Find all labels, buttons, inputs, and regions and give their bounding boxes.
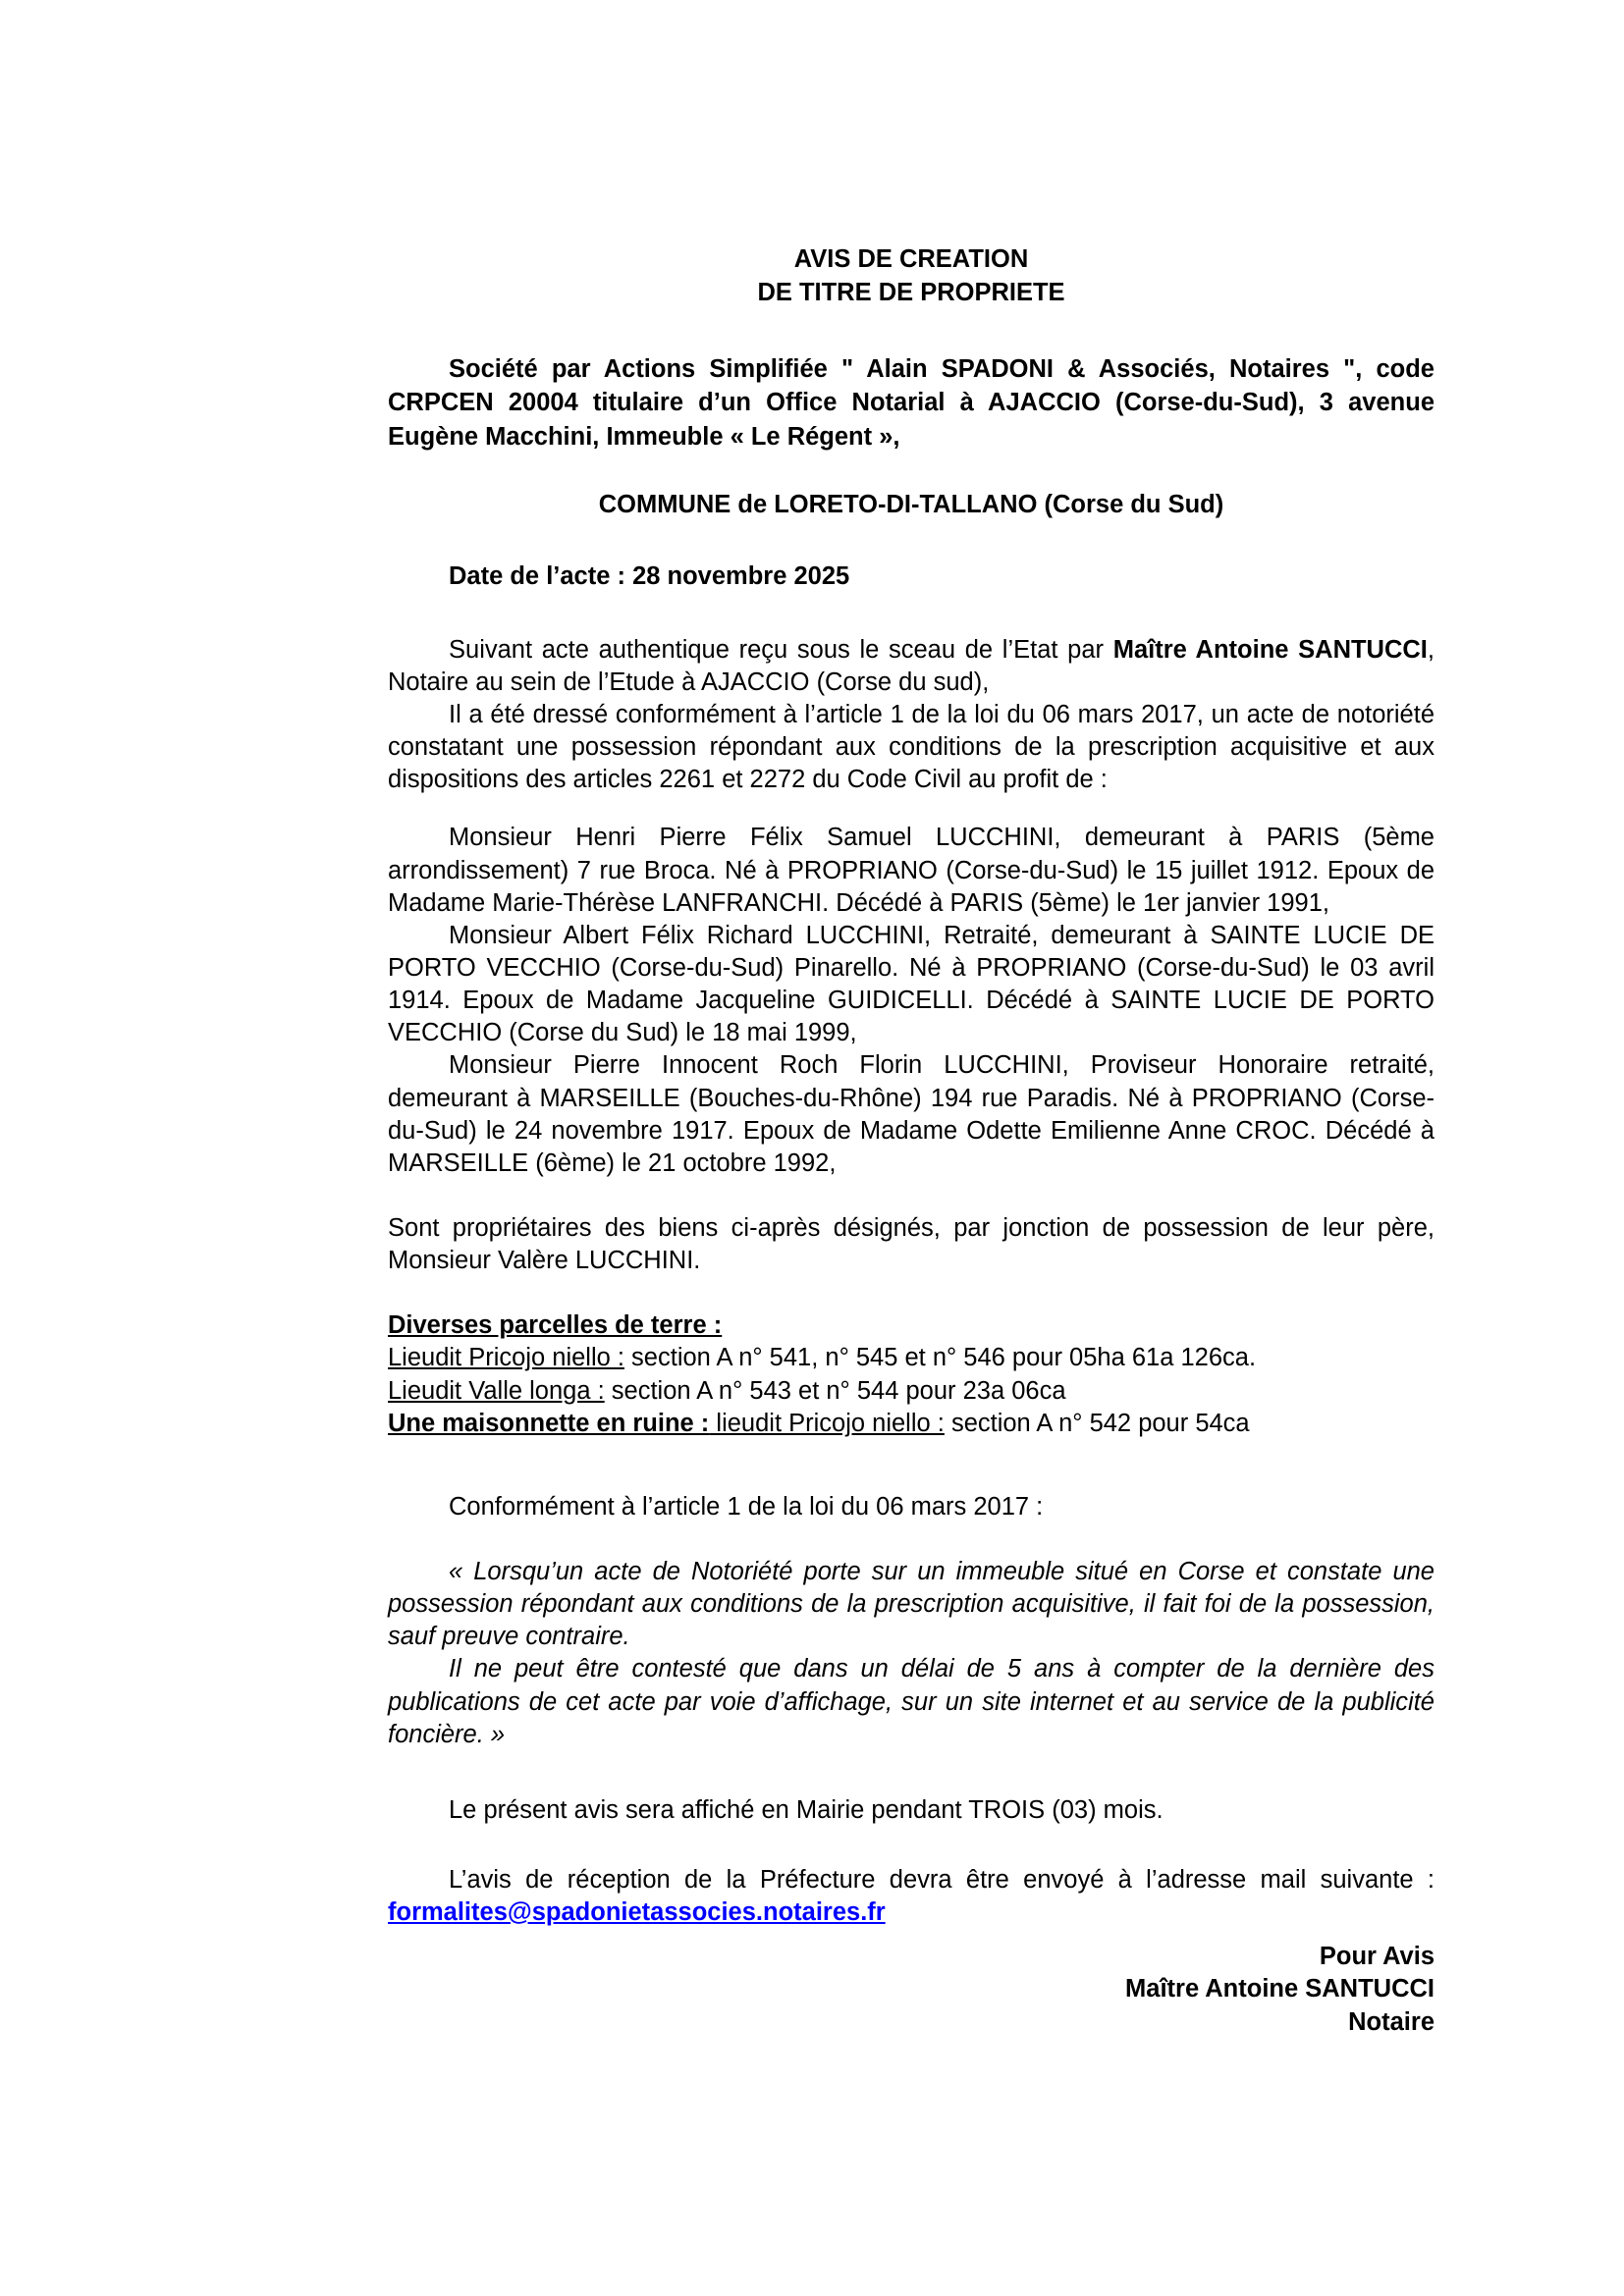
conformement-line: Conformément à l’article 1 de la loi du 06 mars 2017 :	[449, 1492, 1044, 1521]
quote-paragraph-1: « Lorsqu’un acte de Notoriété porte sur un immeuble situé en Corse et constate une possession répondant aux conditions de la prescription acquisitive, il fait foi de la possession, sauf preuve contraire.	[388, 1558, 1435, 1651]
spacer	[388, 796, 1435, 822]
spacer	[388, 1523, 1435, 1556]
parcel-row	[388, 1375, 1435, 1408]
parcels-heading	[388, 1309, 1435, 1342]
spacer	[388, 1180, 1435, 1212]
signature-line-2: Maître Antoine SANTUCCI	[1125, 1975, 1435, 2003]
spacer	[388, 1751, 1435, 1794]
parcel-lieudit-2: Lieudit Valle longa :	[388, 1376, 605, 1405]
parcel-lieudit-1: Lieudit Pricojo niello :	[388, 1344, 624, 1372]
spacer	[388, 309, 1435, 352]
parcel-row	[388, 1342, 1435, 1374]
proprietaires-paragraph: Sont propriétaires des biens ci-après désignés, par jonction de possession de leur père, Monsieur Valère LUCCHINI.	[388, 1214, 1435, 1275]
spacer	[388, 1277, 1435, 1309]
affichage-line: Le présent avis sera affiché en Mairie pendant TROIS (03) mois.	[449, 1795, 1164, 1824]
spacer	[388, 591, 1435, 634]
person-paragraph-2: Monsieur Albert Félix Richard LUCCHINI, Retraité, demeurant à SAINTE LUCIE DE PORTO VECCHIO (Corse-du-Sud) Pinarello. Né à PROPRIANO (Corse-du-Sud) le 03 avril 1914. Epoux de Madame Jacqueline GUIDICELLI. Décédé à SAINTE LUCIE DE PORTO VECCHIO (Corse du Sud) le 18 mai 1999,	[388, 921, 1435, 1047]
parcel-row	[388, 1408, 1435, 1440]
spacer	[388, 1440, 1435, 1491]
spacer	[388, 1827, 1435, 1864]
notary-name-bold: Maître Antoine SANTUCCI	[1112, 635, 1428, 664]
person-paragraph-3: Monsieur Pierre Innocent Roch Florin LUCCHINI, Proviseur Honoraire retraité, demeurant à MARSEILLE (Bouches-du-Rhône) 194 rue Paradis. Né à PROPRIANO (Corse-du-Sud) le 24 novembre 1917. Epoux de Madame Odette Emilienne Anne CROC. Décédé à MARSEILLE (6ème) le 21 octobre 1992,	[388, 1051, 1435, 1177]
suivant-acte-paragraph	[388, 634, 1435, 699]
parcel-details-1: section A n° 541, n° 545 et n° 546 pour 05ha 61a 126ca.	[623, 1344, 1257, 1372]
prefecture-paragraph	[388, 1864, 1435, 1929]
suivant-acte-prefix: Suivant acte authentique reçu sous le sceau de l’Etat par	[449, 635, 1113, 664]
email-link[interactable]: formalites@spadonietassocies.notaires.fr	[388, 1898, 886, 1927]
person-paragraph-1: Monsieur Henri Pierre Félix Samuel LUCCHINI, demeurant à PARIS (5ème arrondissement) 7 rue Broca. Né à PROPRIANO (Corse-du-Sud) le 15 juillet 1912. Epoux de Madame Marie-Thérèse LANFRANCHI. Décédé à PARIS (5ème) le 1er janvier 1991,	[388, 824, 1435, 917]
spacer	[388, 454, 1435, 491]
quote-paragraph-2: Il ne peut être contesté que dans un délai de 5 ans à compter de la dernière des publications de cet acte par voie d’affichage, sur un site internet et au service de la publicité foncière. »	[388, 1655, 1435, 1748]
notary-firm-paragraph: Société par Actions Simplifiée " Alain SPADONI & Associés, Notaires ", code CRPCEN 20004 titulaire d’un Office Notarial à AJACCIO (Corse-du-Sud), 3 avenue Eugène Macchini, Immeuble « Le Régent »,	[388, 355, 1435, 451]
parcel-lieudit-3: lieudit Pricojo niello :	[709, 1409, 945, 1437]
spacer	[388, 1929, 1435, 1941]
parcel-details-3: section A n° 542 pour 54ca	[944, 1409, 1250, 1437]
signature-line-1: Pour Avis	[1319, 1943, 1435, 1971]
spacer	[388, 519, 1435, 562]
page-title-line-2: DE TITRE DE PROPRIETE	[757, 278, 1065, 306]
prefecture-text: L’avis de réception de la Préfecture devra être envoyé à l’adresse mail suivante :	[449, 1866, 1435, 1894]
acte-date: Date de l’acte : 28 novembre 2025	[449, 561, 850, 590]
commune-heading: COMMUNE de LORETO-DI-TALLANO (Corse du Sud)	[598, 490, 1224, 518]
document-content	[388, 243, 1435, 2039]
parcels-heading-text: Diverses parcelles de terre :	[388, 1311, 723, 1340]
dresse-paragraph: Il a été dressé conformément à l’article 1 de la loi du 06 mars 2017, un acte de notoriété constatant une possession répondant aux conditions de la prescription acquisitive et aux dispositions des articles 2261 et 2272 du Code Civil au profit de :	[388, 701, 1435, 794]
parcel-details-2: section A n° 543 et n° 544 pour 23a 06ca	[604, 1376, 1066, 1405]
signature-line-3: Notaire	[1348, 2007, 1435, 2036]
parcel-building-label: Une maisonnette en ruine :	[388, 1409, 710, 1437]
page-title-line-1: AVIS DE CREATION	[793, 245, 1029, 273]
suivant-acte-suffix: , Notaire au sein de l’Etude à AJACCIO (Corse du sud),	[388, 635, 1435, 696]
